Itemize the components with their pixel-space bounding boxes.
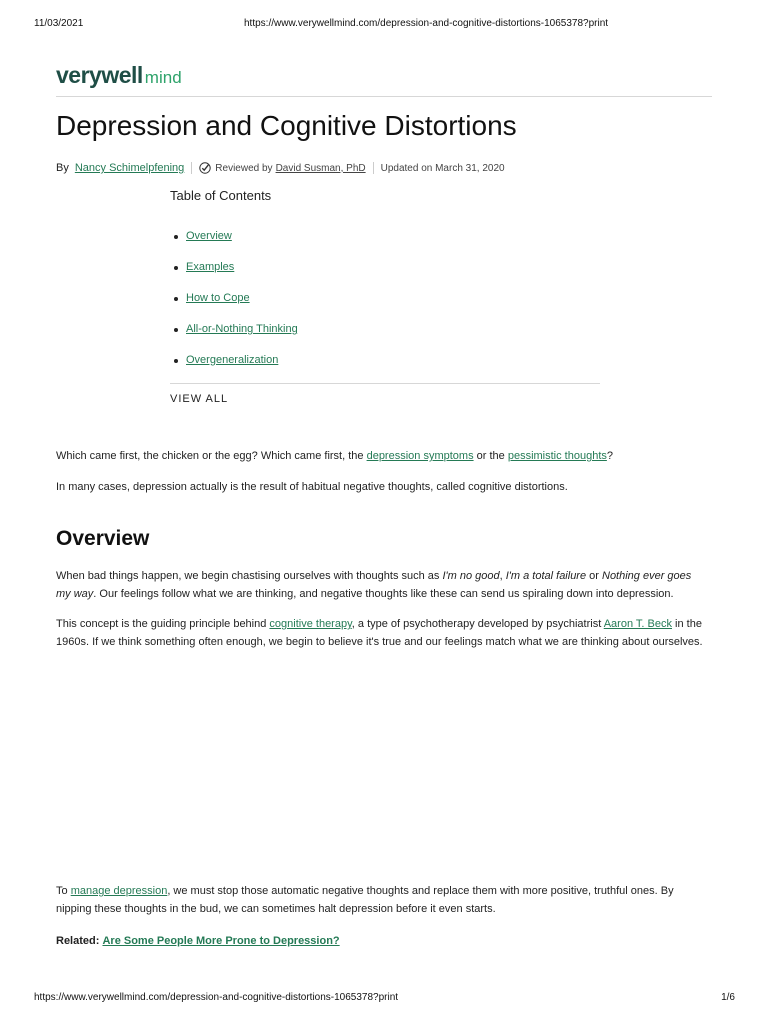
byline-by: By <box>56 162 69 174</box>
text: . Our feelings follow what we are thinking, and negative thoughts like these can send us spiraling down into depression. <box>93 588 674 600</box>
toc-title: Table of Contents <box>170 188 272 203</box>
toc-item <box>186 354 298 385</box>
page-number: 1/6 <box>721 992 735 1003</box>
table-of-contents <box>170 188 600 405</box>
header-divider <box>56 96 712 97</box>
italic-text: I'm a total failure <box>505 570 587 582</box>
intro-paragraph-2: In many cases, depression actually is the result of habitual negative thoughts, called cognitive distortions. <box>56 481 568 493</box>
verywell-mind-logo[interactable] <box>56 62 182 89</box>
overview-heading: Overview <box>56 527 150 550</box>
toc-link-all-or-nothing[interactable]: All-or-Nothing Thinking <box>186 323 298 335</box>
text: , <box>499 570 506 582</box>
pessimistic-thoughts-link[interactable]: pessimistic thoughts <box>507 450 607 462</box>
related-label: Related: <box>56 935 100 947</box>
cognitive-therapy-link[interactable]: cognitive therapy <box>269 618 352 630</box>
author-link[interactable]: Nancy Schimelpfening <box>74 162 185 174</box>
toc-item <box>186 292 298 323</box>
print-date: 11/03/2021 <box>34 18 84 29</box>
toc-divider <box>170 383 600 384</box>
text: , we must stop those automatic negative thoughts and replace them with more positive, truthful ones. By nipping these thoughts in the bud, we can sometimes halt depression before it even starts. <box>56 885 674 915</box>
updated-date: Updated on March 31, 2020 <box>380 162 505 174</box>
toc-item <box>186 261 298 292</box>
intro-paragraph-1 <box>56 447 706 465</box>
text: , a type of psychotherapy developed by psychiatrist <box>351 618 604 630</box>
overview-paragraph-1 <box>56 567 706 603</box>
text: ? <box>606 450 613 462</box>
print-url: https://www.verywellmind.com/depression-and-cognitive-distortions-1065378?print <box>244 18 609 29</box>
text: in the 1960s. If we think something often enough, we begin to believe it's true and our feelings match what we are thinking about ourselves. <box>56 618 703 648</box>
logo-brand: verywell <box>56 62 143 88</box>
italic-text: I'm no good <box>442 570 500 582</box>
toc-link-examples[interactable]: Examples <box>186 261 235 273</box>
text: or <box>586 570 602 582</box>
toc-link-overview[interactable]: Overview <box>186 230 232 242</box>
overview-paragraph-3 <box>56 882 706 918</box>
related-article-link[interactable]: Are Some People More Prone to Depression? <box>102 935 340 947</box>
byline <box>56 162 505 174</box>
depression-symptoms-link[interactable]: depression symptoms <box>366 450 474 462</box>
text: When bad things happen, we begin chastising ourselves with thoughts such as <box>56 570 443 582</box>
print-footer-url: https://www.verywellmind.com/depression-and-cognitive-distortions-1065378?print <box>34 992 399 1003</box>
check-circle-icon <box>199 162 211 174</box>
italic-text: Nothing ever goes my way <box>56 570 692 600</box>
toc-link-overgeneralization[interactable]: Overgeneralization <box>186 354 279 366</box>
overview-paragraph-2 <box>56 615 706 651</box>
text: or the <box>473 450 508 462</box>
text: Which came first, the chicken or the egg? Which came first, the <box>56 450 367 462</box>
text: This concept is the guiding principle behind <box>56 618 270 630</box>
logo-sub: mind <box>144 68 182 87</box>
reviewed-by-label: Reviewed by <box>215 162 273 174</box>
view-all-button[interactable]: VIEW ALL <box>170 393 229 405</box>
toc-item <box>186 230 298 261</box>
toc-link-how-to-cope[interactable]: How to Cope <box>186 292 250 304</box>
related-line <box>56 932 706 950</box>
byline-divider <box>191 162 192 174</box>
byline-divider <box>373 162 374 174</box>
toc-item <box>186 323 298 354</box>
manage-depression-link[interactable]: manage depression <box>70 885 168 897</box>
text: To <box>56 885 71 897</box>
toc-list <box>186 230 298 385</box>
aaron-beck-link[interactable]: Aaron T. Beck <box>603 618 672 630</box>
reviewer-link[interactable]: David Susman, PhD <box>275 162 366 174</box>
article-title: Depression and Cognitive Distortions <box>56 110 517 141</box>
